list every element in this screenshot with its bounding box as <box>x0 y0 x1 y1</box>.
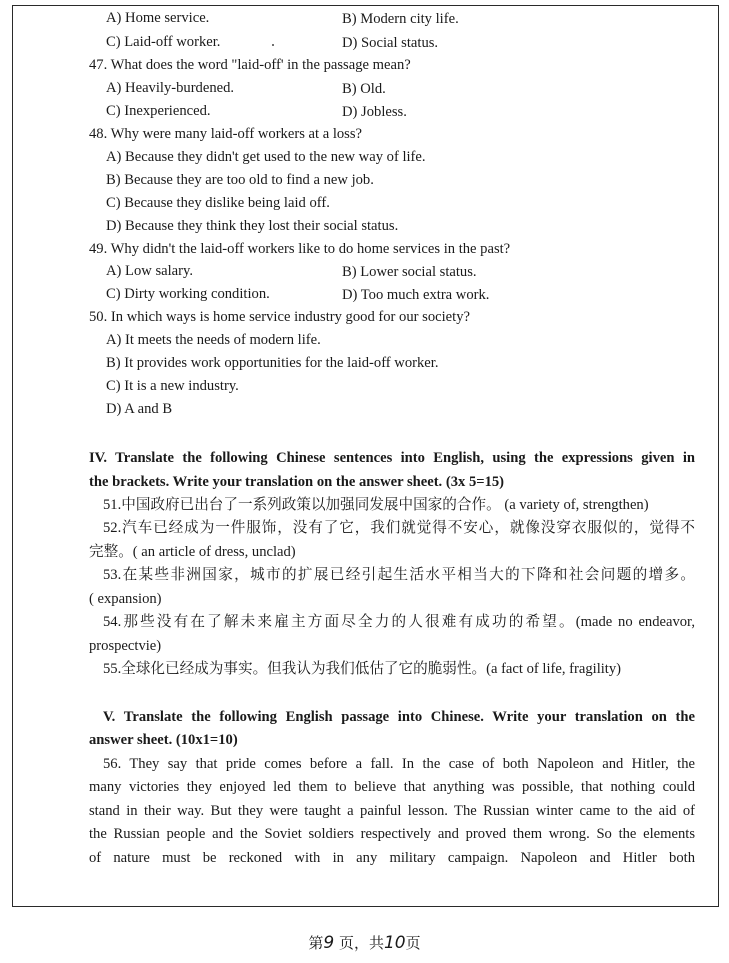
q47-option-a: A) Heavily-burdened. <box>106 80 235 96</box>
q50-option-d: D) A and B <box>106 401 173 417</box>
passage-line-4: the Russian people and the Soviet soldiers respectively and proved them wrong. So the elements <box>89 826 695 842</box>
q50-option-b: B) It provides work opportunities for the laid-off worker. <box>106 355 439 371</box>
q49-question: 49. Why didn't the laid-off workers like to do home services in the past? <box>89 241 511 257</box>
sentence-52-cont: 完整。( an article of dress, unclad) <box>89 544 296 560</box>
q47-option-b: B) Old. <box>342 81 386 97</box>
page-middle: 页，共 <box>334 934 384 952</box>
q49-option-b: B) Lower social status. <box>342 264 477 280</box>
current-page: 9 <box>323 933 335 953</box>
q49-option-a: A) Low salary. <box>106 263 193 279</box>
sentence-52: 52.汽车已经成为一件服饰，没有了它，我们就觉得不安心，就像没穿衣服似的，觉得不 <box>103 520 695 536</box>
q47-option-d: D) Jobless. <box>342 104 407 120</box>
sentence-55: 55.全球化已经成为事实。但我认为我们低估了它的脆弱性。(a fact of life, fragility) <box>103 661 622 677</box>
q47-question: 47. What does the word "laid-off' in the passage mean? <box>89 57 411 73</box>
sentence-54: 54.那些没有在了解未来雇主方面尽全力的人很难有成功的希望。(made no endeavor, <box>103 614 695 630</box>
q48-question: 48. Why were many laid-off workers at a loss? <box>89 126 363 142</box>
q47-option-c: C) Inexperienced. <box>106 103 211 119</box>
q46-option-c: C) Laid-off worker. <box>106 34 221 50</box>
q50-question: 50. In which ways is home service industry good for our society? <box>89 309 470 325</box>
page-number <box>0 932 729 953</box>
q46-option-b: B) Modern city life. <box>342 11 459 27</box>
q48-option-c: C) Because they dislike being laid off. <box>106 195 330 211</box>
q49-option-c: C) Dirty working condition. <box>106 286 270 302</box>
passage-line-1: 56. They say that pride comes before a fall. In the case of both Napoleon and Hitler, the <box>103 756 695 772</box>
sentence-51: 51.中国政府已出台了一系列政策以加强同发展中国家的合作。 (a variety of, strengthen) <box>103 497 649 513</box>
passage-line-5: of nature must be reckoned with in any military campaign. Napoleon and Hitler both <box>89 850 695 866</box>
sentence-54-cont: prospectvie) <box>89 638 162 654</box>
q48-option-b: B) Because they are too old to find a new job. <box>106 172 374 188</box>
sentence-53-cont: ( expansion) <box>89 591 162 607</box>
passage-line-2: many victories they enjoyed led them to believe that anything was possible, that nothing could <box>89 779 695 795</box>
passage-line-3: stand in their way. But they were taught a painful lesson. The Russian winter came to the aid of <box>89 803 695 819</box>
section5-heading-cont: answer sheet. (10x1=10) <box>89 732 238 748</box>
q46-option-a: A) Home service. <box>106 10 210 26</box>
page-prefix: 第 <box>308 934 324 952</box>
section4-heading-cont: the brackets. Write your translation on the answer sheet. (3x 5=15) <box>89 474 505 490</box>
stray-mark <box>272 44 274 46</box>
total-pages: 10 <box>383 933 406 953</box>
section5-heading: V. Translate the following English passage into Chinese. Write your translation on the <box>103 709 695 725</box>
q50-option-a: A) It meets the needs of modern life. <box>106 332 321 348</box>
sentence-53: 53.在某些非洲国家，城市的扩展已经引起生活水平相当大的下降和社会问题的增多。 <box>103 567 695 583</box>
q46-option-d: D) Social status. <box>342 35 439 51</box>
section4-heading: IV. Translate the following Chinese sentences into English, using the expressions given in <box>89 450 695 466</box>
q50-option-c: C) It is a new industry. <box>106 378 239 394</box>
q48-option-a: A) Because they didn't get used to the new way of life. <box>106 149 426 165</box>
q48-option-d: D) Because they think they lost their social status. <box>106 218 399 234</box>
page-suffix: 页 <box>405 934 421 952</box>
q49-option-d: D) Too much extra work. <box>342 287 490 303</box>
